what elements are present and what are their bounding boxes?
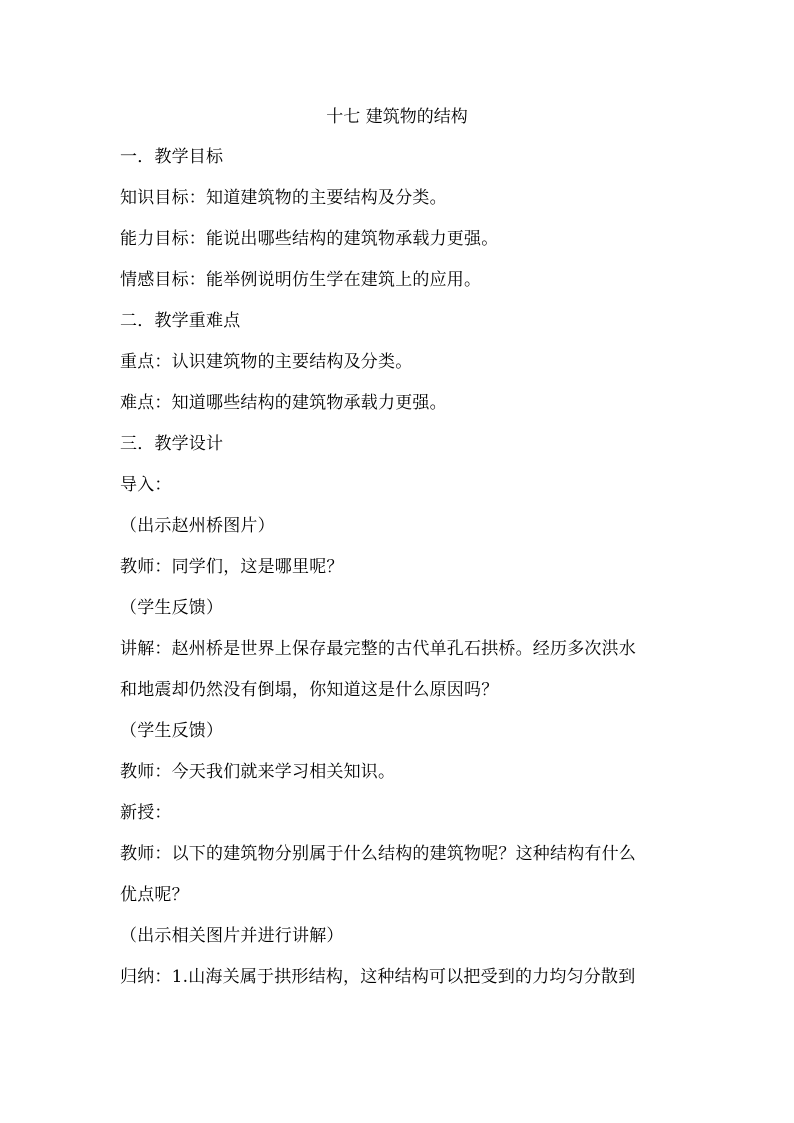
paragraph-teacher-transition: 教师：今天我们就来学习相关知识。 [120, 762, 396, 782]
paragraph-ability-goal: 能力目标：能说出哪些结构的建筑物承载力更强。 [120, 229, 499, 249]
paragraph-knowledge-goal: 知识目标：知道建筑物的主要结构及分类。 [120, 188, 447, 208]
section-heading-teaching-design: 三．教学设计 [120, 434, 224, 454]
paragraph-introduction-label: 导入： [120, 475, 172, 495]
document-title: 十七 建筑物的结构 [326, 107, 468, 127]
paragraph-show-related-pictures: （出示相关图片并进行讲解） [120, 926, 344, 946]
paragraph-teacher-structure-question-line-1: 教师：以下的建筑物分别属于什么结构的建筑物呢？这种结构有什么 [120, 844, 636, 864]
section-heading-key-points: 二．教学重难点 [120, 311, 241, 331]
paragraph-new-lesson-label: 新授： [120, 803, 172, 823]
paragraph-student-feedback-1: （学生反馈） [120, 598, 224, 618]
document-body [120, 143, 680, 1004]
paragraph-teacher-question: 教师：同学们，这是哪里呢？ [120, 557, 344, 577]
paragraph-emotion-goal: 情感目标：能举例说明仿生学在建筑上的应用。 [120, 270, 482, 290]
section-heading-objectives: 一．教学目标 [120, 147, 224, 167]
paragraph-summary-line-1: 归纳：1.山海关属于拱形结构，这种结构可以把受到的力均匀分散到 [120, 967, 636, 987]
paragraph-explanation-line-1: 讲解：赵州桥是世界上保存最完整的古代单孔石拱桥。经历多次洪水 [120, 639, 636, 659]
paragraph-key-point: 重点：认识建筑物的主要结构及分类。 [120, 352, 413, 372]
paragraph-teacher-structure-question-line-2: 优点呢？ [120, 885, 189, 905]
paragraph-show-picture: （出示赵州桥图片） [120, 516, 275, 536]
paragraph-difficult-point: 难点：知道哪些结构的建筑物承载力更强。 [120, 393, 447, 413]
paragraph-student-feedback-2: （学生反馈） [120, 721, 224, 741]
paragraph-explanation-line-2: 和地震却仍然没有倒塌，你知道这是什么原因吗？ [120, 680, 499, 700]
